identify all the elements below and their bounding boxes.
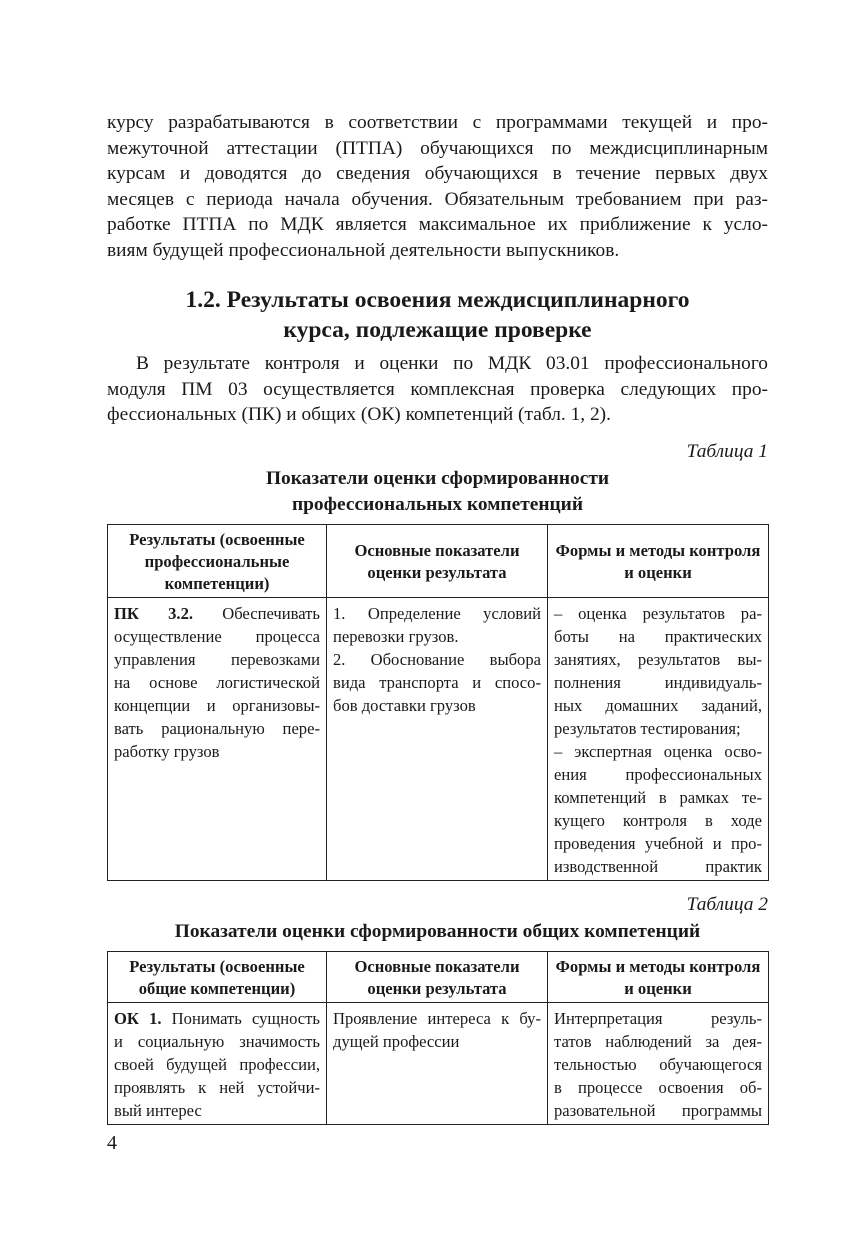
cell-line: разовательной программы bbox=[554, 1100, 762, 1120]
cell-line: управления перевозками bbox=[114, 649, 320, 669]
page-number: 4 bbox=[107, 1132, 117, 1154]
cell-line: вый интерес bbox=[114, 1100, 202, 1120]
cell-line: вида транспорта и спосо- bbox=[333, 672, 541, 692]
table2-header-cell: Формы и методы контроля и оценки bbox=[548, 951, 769, 1002]
table2 bbox=[107, 951, 769, 1125]
section-heading-line: 1.2. Результаты освоения междисциплинарного bbox=[185, 287, 690, 313]
table1-title-line: Показатели оценки сформированности bbox=[265, 467, 610, 489]
table1 bbox=[107, 524, 769, 881]
cell-line: Интерпретация резуль- bbox=[554, 1008, 762, 1028]
table1-header-row bbox=[108, 524, 769, 597]
table2-header-cell: Основные показатели оценки результата bbox=[327, 951, 548, 1002]
cell-line: изводственной практик bbox=[554, 856, 762, 876]
cell-line: компетенций в рамках те- bbox=[554, 787, 762, 807]
competence-code: ОК 1. bbox=[114, 1008, 162, 1028]
table1-header-cell: Результаты (освоенные профессиональные компетенции) bbox=[108, 524, 327, 597]
table1-cell-indicators bbox=[327, 597, 548, 880]
intro-line: работке ПТПА по МДК является максимальное их приближение к усло- bbox=[107, 214, 768, 235]
cell-line: занятиях, результатов вы- bbox=[554, 649, 762, 669]
cell-line: боты на практических bbox=[554, 626, 762, 646]
section-line: фессиональных (ПК) и общих (ОК) компетенций (табл. 1, 2). bbox=[107, 404, 611, 425]
cell-line: и социальную значимость bbox=[114, 1031, 320, 1051]
table1-title bbox=[107, 466, 768, 518]
cell-line: татов наблюдений за дея- bbox=[554, 1031, 762, 1051]
cell-line: 2. Обоснование выбора bbox=[333, 649, 541, 669]
cell-line: кущего контроля в ходе bbox=[554, 810, 762, 830]
cell-line: – оценка результатов ра- bbox=[554, 603, 762, 623]
table2-cell-indicators bbox=[327, 1002, 548, 1124]
intro-paragraph bbox=[107, 110, 768, 263]
cell-line: – экспертная оценка осво- bbox=[554, 741, 762, 761]
cell-line: тельностью обучающегося bbox=[554, 1054, 762, 1074]
table1-cell-competence bbox=[108, 597, 327, 880]
table2-header-cell: Результаты (освоенные общие компетенции) bbox=[108, 951, 327, 1002]
table1-label: Таблица 1 bbox=[686, 440, 768, 462]
table1-header-cell: Основные показатели оценки результата bbox=[327, 524, 548, 597]
cell-line: проведения учебной и про- bbox=[554, 833, 762, 853]
cell-line: ения профессиональных bbox=[554, 764, 762, 784]
cell-line: в процессе освоения об- bbox=[554, 1077, 762, 1097]
cell-line: проявлять к ней устойчи- bbox=[114, 1077, 320, 1097]
table2-title: Показатели оценки сформированности общих компетенций bbox=[174, 920, 701, 942]
intro-line: межуточной аттестации (ПТПА) обучающихся по междисциплинарным bbox=[107, 137, 768, 159]
cell-line: осуществление процесса bbox=[114, 626, 320, 646]
page-body bbox=[107, 110, 768, 1125]
cell-line: своей будущей профессии, bbox=[114, 1054, 320, 1074]
cell-line: на основе логистической bbox=[114, 672, 320, 692]
intro-line: виям будущей профессиональной деятельности выпускников. bbox=[107, 239, 620, 261]
table2-label: Таблица 2 bbox=[686, 893, 768, 915]
section-heading bbox=[107, 285, 768, 345]
cell-line: 1. Определение условий bbox=[333, 603, 541, 623]
cell-line: результатов тестирования; bbox=[554, 718, 741, 738]
intro-line: месяцев с периода начала обучения. Обязательным требованием при раз- bbox=[107, 188, 768, 210]
cell-line bbox=[114, 602, 320, 625]
table1-header-cell: Формы и методы контроля и оценки bbox=[548, 524, 769, 597]
section-line: модуля ПМ 03 осуществляется комплексная проверка следующих про- bbox=[107, 378, 768, 400]
section-heading-line: курса, подлежащие проверке bbox=[283, 317, 592, 343]
cell-text: Обеспечивать bbox=[193, 603, 320, 623]
table-row bbox=[108, 597, 769, 880]
cell-line: дущей профессии bbox=[333, 1031, 460, 1051]
table2-header-row bbox=[108, 951, 769, 1002]
cell-line: полнения индивидуаль- bbox=[554, 672, 762, 692]
intro-line: курсу разрабатываются в соответствии с программами текущей и про- bbox=[107, 112, 768, 133]
cell-line: ных домашних заданий, bbox=[554, 695, 762, 715]
table2-cell-methods bbox=[548, 1002, 769, 1124]
table-row bbox=[108, 1002, 769, 1124]
cell-line: бов доставки грузов bbox=[333, 695, 476, 715]
table1-title-line: профессиональных компетенций bbox=[291, 493, 584, 515]
table1-cell-methods bbox=[548, 597, 769, 880]
section-line: В результате контроля и оценки по МДК 03.01 профессионального bbox=[136, 353, 768, 374]
cell-line: вать рациональную пере- bbox=[114, 718, 320, 738]
cell-line: перевозки грузов. bbox=[333, 626, 459, 646]
competence-code: ПК 3.2. bbox=[114, 603, 194, 623]
cell-line: работку грузов bbox=[114, 741, 220, 761]
cell-line: Проявление интереса к бу- bbox=[333, 1008, 541, 1028]
table2-cell-competence bbox=[108, 1002, 327, 1124]
section-paragraph bbox=[107, 351, 768, 428]
cell-line bbox=[114, 1007, 320, 1030]
cell-line: концепции и организовы- bbox=[114, 695, 320, 715]
intro-line: курсам и доводятся до сведения обучающихся в течение первых двух bbox=[107, 163, 768, 184]
cell-text: Понимать сущность bbox=[161, 1008, 320, 1028]
